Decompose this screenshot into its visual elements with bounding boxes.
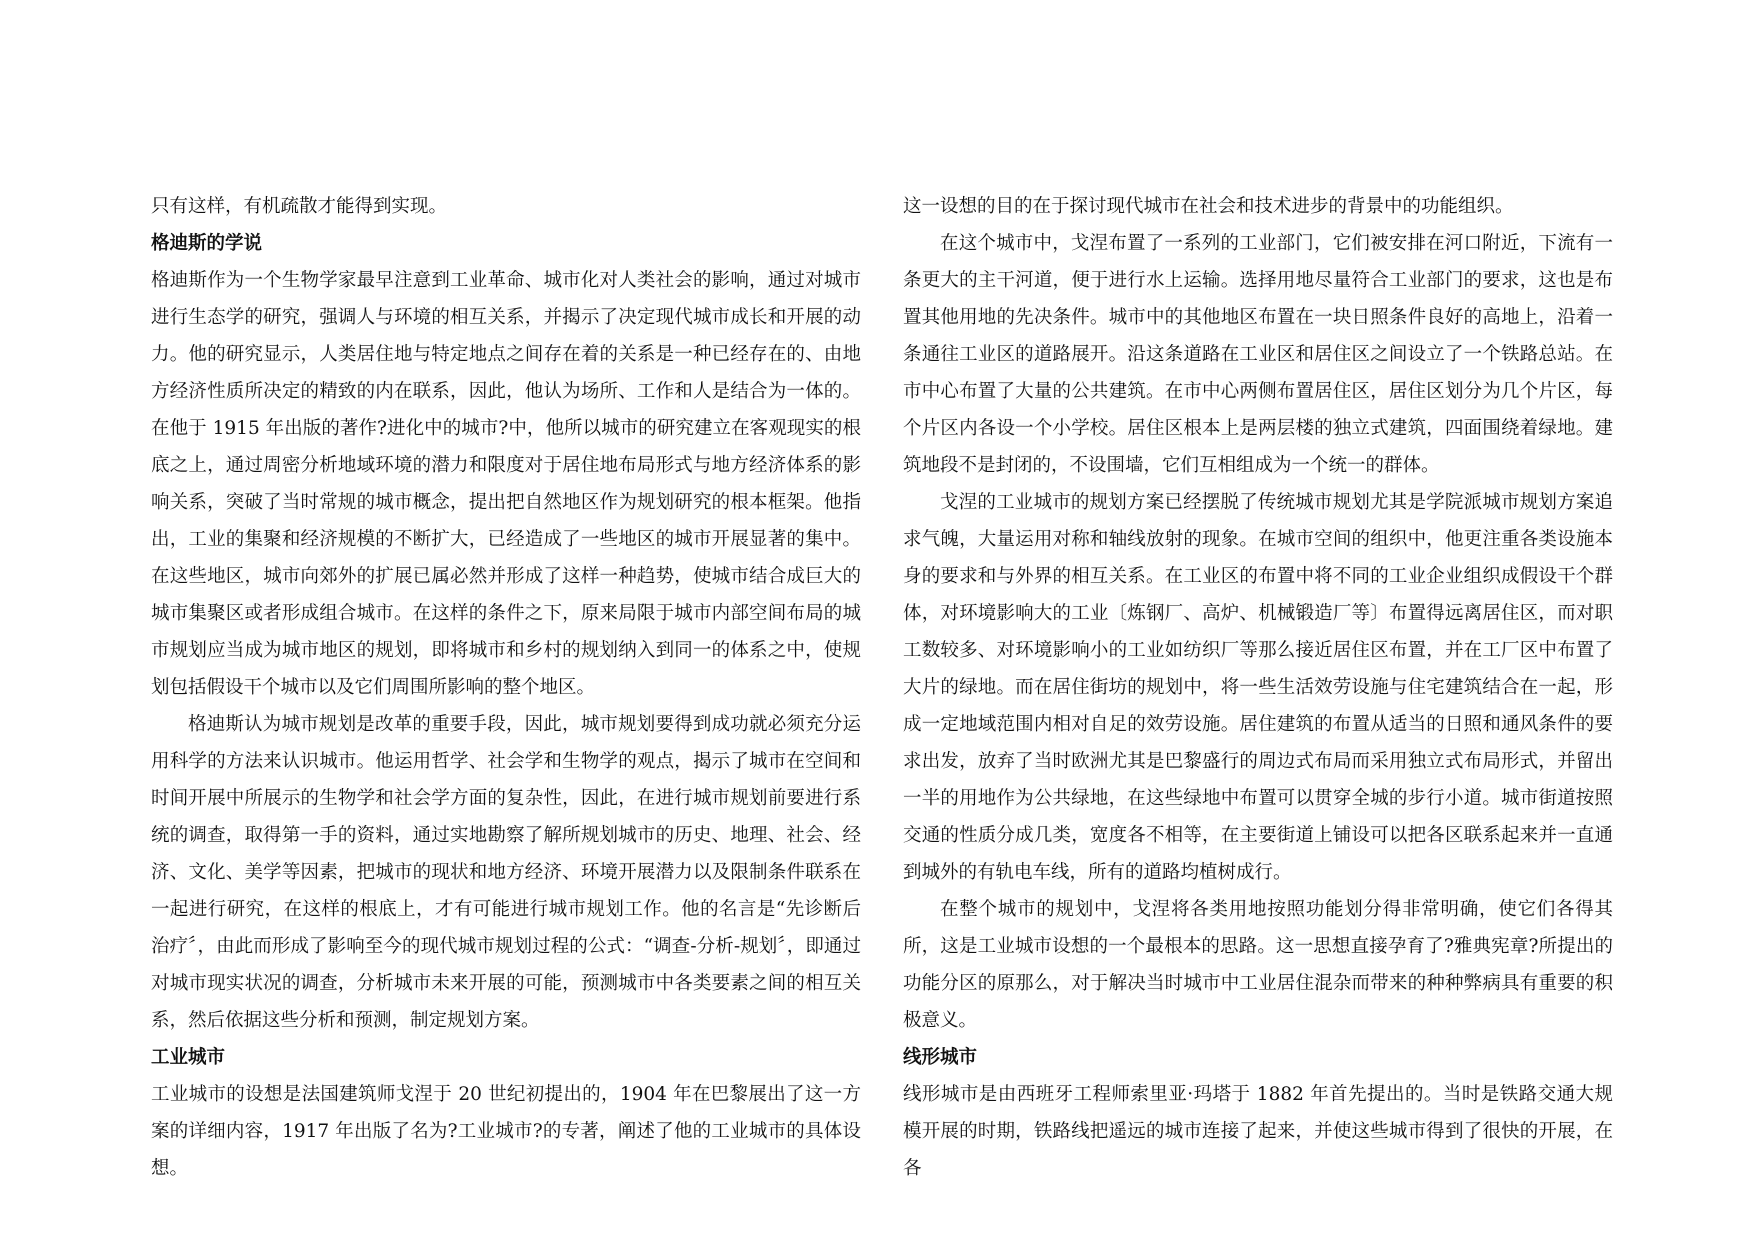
paragraph-geddes-1: 格迪斯作为一个生物学家最早注意到工业革命、城市化对人类社会的影响，通过对城市进行生态学的研究，强调人与环境的相互关系，并揭示了决定现代城市成长和开展的动力。他的研究显示，人类居住地与特定地点之间存在着的关系是一种已经存在的、由地方经济性质所决定的精致的内在联系，因此，他认为场所、工作和人是结合为一体的。在他于 1915 年出版的著作?进化中的城市?中，他所以城市的研究建立在客观现实的根底之上，通过周密分析地域环境的潜力和限度对于居住地布局形式与地方经济体系的影响关系，突破了当时常规的城市概念，提出把自然地区作为规划研究的根本框架。他指出，工业的集聚和经济规模的不断扩大，已经造成了一些地区的城市开展显著的集中。在这些地区，城市向郊外的扩展已属必然并形成了这样一种趋势，使城市结合成巨大的城市集聚区或者形成组合城市。在这样的条件之下，原来局限于城市内部空间布局的城市规划应当成为城市地区的规划，即将城市和乡村的规划纳入到同一的体系之中，使规划包括假设干个城市以及它们周围所影响的整个地区。 [151,270,861,698]
right-column [903,188,1613,1187]
section-heading-geddes: 格迪斯的学说 [151,233,263,254]
left-column [151,188,861,1187]
paragraph-linear-1: 线形城市是由西班牙工程师索里亚·玛塔于 1882 年首先提出的。当时是铁路交通大规模开展的时期，铁路线把遥远的城市连接了起来，并使这些城市得到了很快的开展，在各 [903,1084,1613,1179]
paragraph-geddes-2: 格迪斯认为城市规划是改革的重要手段，因此，城市规划要得到成功就必须充分运用科学的方法来认识城市。他运用哲学、社会学和生物学的观点，揭示了城市在空间和时间开展中所展示的生物学和社会学方面的复杂性，因此，在进行城市规划前要进行系统的调查，取得第一手的资料，通过实地勘察了解所规划城市的历史、地理、社会、经济、文化、美学等因素，把城市的现状和地方经济、环境开展潜力以及限制条件联系在一起进行研究，在这样的根底上，才有可能进行城市规划工作。他的名言是“先诊断后治疗〞，由此而形成了影响至今的现代城市规划过程的公式：“调查-分析-规划〞，即通过对城市现实状况的调查，分析城市未来开展的可能，预测城市中各类要素之间的相互关系，然后依据这些分析和预测，制定规划方案。 [151,714,861,1031]
paragraph-industrial-continued: 这一设想的目的在于探讨现代城市在社会和技术进步的背景中的功能组织。 [903,196,1514,217]
paragraph-intro: 只有这样，有机疏散才能得到实现。 [151,196,448,217]
paragraph-industrial-3: 戈涅的工业城市的规划方案已经摆脱了传统城市规划尤其是学院派城市规划方案追求气魄，大量运用对称和轴线放射的现象。在城市空间的组织中，他更注重各类设施本身的要求和与外界的相互关系。在工业区的布置中将不同的工业企业组织成假设干个群体，对环境影响大的工业〔炼钢厂、高炉、机械锻造厂等〕布置得远离居住区，而对职工数较多、对环境影响小的工业如纺织厂等那么接近居住区布置，并在工厂区中布置了大片的绿地。而在居住街坊的规划中，将一些生活效劳设施与住宅建筑结合在一起，形成一定地域范围内相对自足的效劳设施。居住建筑的布置从适当的日照和通风条件的要求出发，放弃了当时欧洲尤其是巴黎盛行的周边式布局而采用独立式布局形式，并留出一半的用地作为公共绿地，在这些绿地中布置可以贯穿全城的步行小道。城市街道按照交通的性质分成几类，宽度各不相等，在主要街道上铺设可以把各区联系起来并一直通到城外的有轨电车线，所有的道路均植树成行。 [903,492,1613,883]
paragraph-industrial-2: 在这个城市中，戈涅布置了一系列的工业部门，它们被安排在河口附近，下流有一条更大的主干河道，便于进行水上运输。选择用地尽量符合工业部门的要求，这也是布置其他用地的先决条件。城市中的其他地区布置在一块日照条件良好的高地上，沿着一条通往工业区的道路展开。沿这条道路在工业区和居住区之间设立了一个铁路总站。在市中心布置了大量的公共建筑。在市中心两侧布置居住区，居住区划分为几个片区，每个片区内各设一个小学校。居住区根本上是两层楼的独立式建筑，四面围绕着绿地。建筑地段不是封闭的，不设围墙，它们互相组成为一个统一的群体。 [903,233,1613,476]
paragraph-industrial-4: 在整个城市的规划中，戈涅将各类用地按照功能划分得非常明确，使它们各得其所，这是工业城市设想的一个最根本的思路。这一思想直接孕育了?雅典宪章?所提出的功能分区的原那么，对于解决当时城市中工业居住混杂而带来的种种弊病具有重要的积极意义。 [903,899,1613,1031]
paragraph-industrial-1: 工业城市的设想是法国建筑师戈涅于 20 世纪初提出的，1904 年在巴黎展出了这一方案的详细内容，1917 年出版了名为?工业城市?的专著，阐述了他的工业城市的具体设想。 [151,1084,861,1179]
section-heading-linear-city: 线形城市 [903,1047,978,1068]
section-heading-industrial-city: 工业城市 [151,1047,226,1068]
